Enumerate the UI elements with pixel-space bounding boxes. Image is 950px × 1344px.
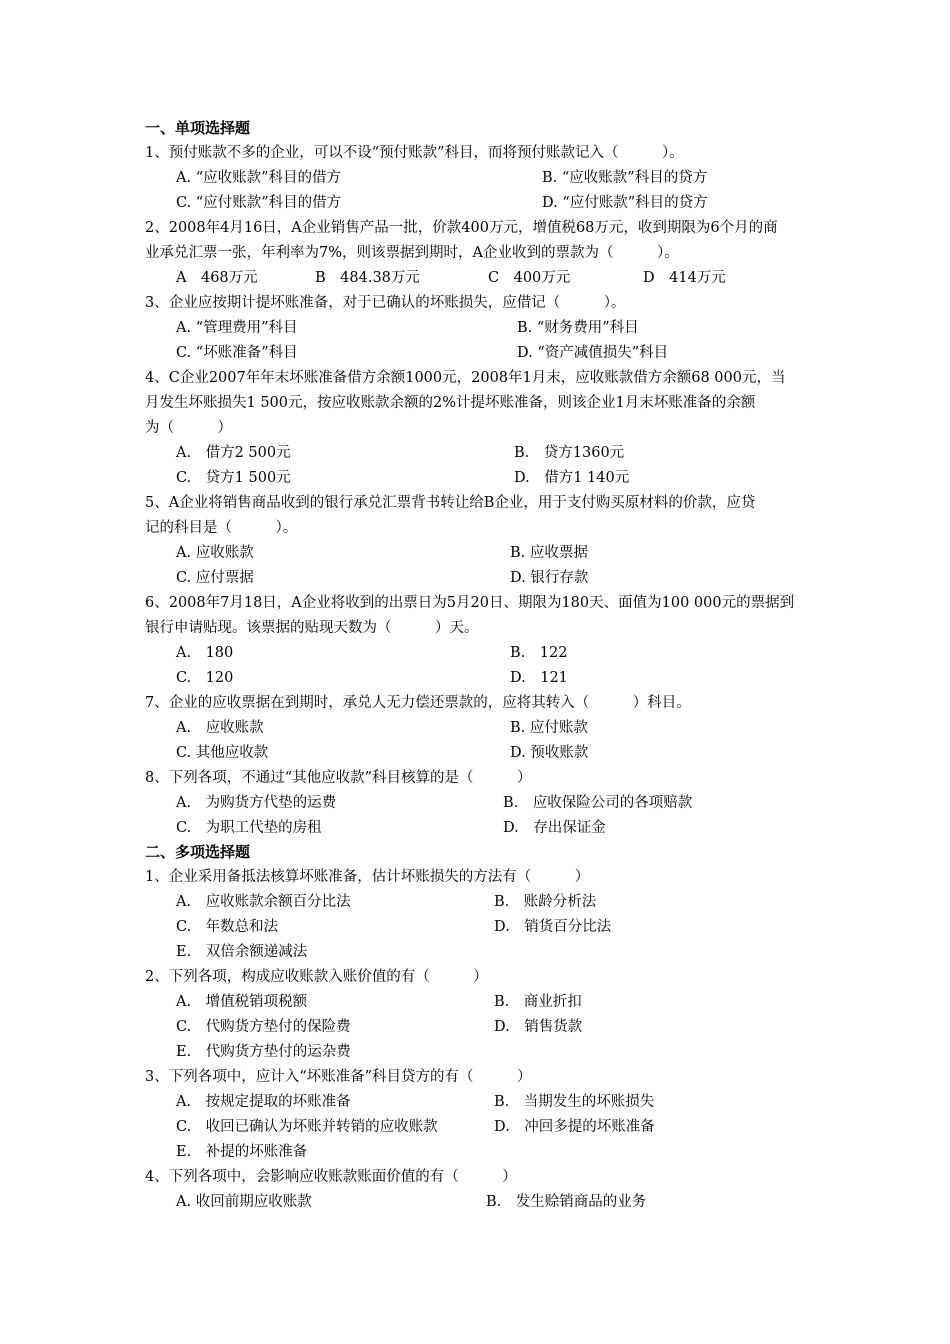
option-a: A. 按规定提取的坏账准备 (176, 1094, 351, 1110)
option-c: C. 应付票据 (176, 570, 254, 586)
section-title-multiple-choice: 二、多项选择题 (145, 843, 251, 861)
question-stem: 3、下列各项中，应计入“坏账准备”科目贷方的有（ ） (145, 1069, 532, 1085)
option-b: B. 应收票据 (510, 545, 588, 561)
option-d: D. 121 (510, 670, 568, 686)
option-d: D. 销货百分比法 (494, 919, 612, 935)
option-a: A. 借方2 500元 (176, 445, 291, 461)
question-stem: 5、A企业将销售商品收到的银行承兑汇票背书转让给B企业，用于支付购买原材料的价款，应贷 (145, 495, 756, 511)
option-a: A. “应收账款”科目的借方 (176, 170, 342, 186)
option-a: A. 应收账款 (176, 720, 264, 736)
question-stem-continued: 银行申请贴现。该票据的贴现天数为（ ）天。 (145, 620, 479, 636)
option-a: A. 为购货方代垫的运费 (176, 795, 337, 811)
option-c: C. 120 (176, 670, 234, 686)
option-d: D. 借方1 140元 (514, 470, 630, 486)
question-stem-continued: 记的科目是（ ）。 (145, 520, 298, 536)
option-c: C. 贷方1 500元 (176, 470, 291, 486)
option-c: C 400万元 (488, 270, 571, 286)
option-c: C. 其他应收款 (176, 745, 269, 761)
option-a: A. 收回前期应收账款 (176, 1194, 312, 1210)
option-d: D. 销售货款 (494, 1019, 583, 1035)
option-b: B. 商业折扣 (494, 994, 582, 1010)
question-stem-continued: 月发生坏账损失1 500元，按应收账款余额的2%计提坏账准备，则该企业1月末坏账准备的余额 (145, 395, 756, 411)
option-b: B. 账龄分析法 (494, 894, 597, 910)
option-b: B. 发生赊销商品的业务 (486, 1194, 647, 1210)
section-title-single-choice: 一、单项选择题 (145, 119, 251, 137)
option-d: D. 银行存款 (510, 570, 589, 586)
option-d: D. “资产减值损失”科目 (517, 345, 669, 361)
option-a: A. “管理费用”科目 (176, 320, 298, 336)
option-c: C. “应付账款”科目的借方 (176, 195, 342, 211)
option-b: B. 应付账款 (510, 720, 588, 736)
option-d: D. 冲回多提的坏账准备 (494, 1119, 655, 1135)
question-stem: 2、下列各项，构成应收账款入账价值的有（ ） (145, 969, 488, 985)
option-c: C. 为职工代垫的房租 (176, 820, 322, 836)
option-b: B. “应收账款”科目的贷方 (542, 170, 708, 186)
option-c: C. 年数总和法 (176, 919, 279, 935)
option-c: C. 代购货方垫付的保险费 (176, 1019, 351, 1035)
question-stem-continued: 业承兑汇票一张，年利率为7%，则该票据到期时，A企业收到的票款为（ ）。 (145, 245, 679, 261)
question-stem: 6、2008年7月18日，A企业将收到的出票日为5月20日、期限为180天、面值为100 000元的票据到 (145, 595, 795, 611)
option-a: A 468万元 (176, 270, 258, 286)
option-b: B. “财务费用”科目 (517, 320, 639, 336)
option-a: A. 应收账款余额百分比法 (176, 894, 351, 910)
option-d: D 414万元 (643, 270, 726, 286)
option-e: E. 补提的坏账准备 (176, 1144, 308, 1160)
question-stem: 1、预付账款不多的企业，可以不设“预付账款”科目，而将预付账款记入（ ）。 (145, 145, 684, 161)
option-d: D. 预收账款 (510, 745, 589, 761)
option-c: C. 收回已确认为坏账并转销的应收账款 (176, 1119, 438, 1135)
option-b: B. 122 (510, 645, 568, 661)
option-b: B. 贷方1360元 (514, 445, 625, 461)
option-b: B. 应收保险公司的各项赔款 (503, 795, 693, 811)
option-b: B 484.38万元 (315, 270, 420, 286)
question-stem: 7、企业的应收票据在到期时，承兑人无力偿还票款的，应将其转入（ ）科目。 (145, 695, 691, 711)
option-a: A. 增值税销项税额 (176, 994, 308, 1010)
question-stem: 2、2008年4月16日，A企业销售产品一批，价款400万元，增值税68万元，收到期限为6个月的商 (145, 220, 778, 236)
question-stem: 4、C企业2007年年末坏账准备借方余额1000元，2008年1月末，应收账款借方余额68 000元，当 (145, 370, 786, 386)
option-a: A. 应收账款 (176, 545, 254, 561)
option-a: A. 180 (176, 645, 234, 661)
question-stem-continued: 为（ ） (145, 420, 232, 436)
option-c: C. “坏账准备”科目 (176, 345, 298, 361)
question-stem: 8、下列各项，不通过“其他应收款”科目核算的是（ ） (145, 770, 532, 786)
question-stem: 4、下列各项中，会影响应收账款账面价值的有（ ） (145, 1169, 517, 1185)
option-e: E. 双倍余额递减法 (176, 944, 308, 960)
question-stem: 1、企业采用备抵法核算坏账准备，估计坏账损失的方法有（ ） (145, 869, 590, 885)
option-e: E. 代购货方垫付的运杂费 (176, 1044, 351, 1060)
option-b: B. 当期发生的坏账损失 (494, 1094, 655, 1110)
question-stem: 3、企业应按期计提坏账准备，对于已确认的坏账损失，应借记（ ）。 (145, 295, 626, 311)
option-d: D. 存出保证金 (503, 820, 606, 836)
option-d: D. “应付账款”科目的贷方 (542, 195, 708, 211)
